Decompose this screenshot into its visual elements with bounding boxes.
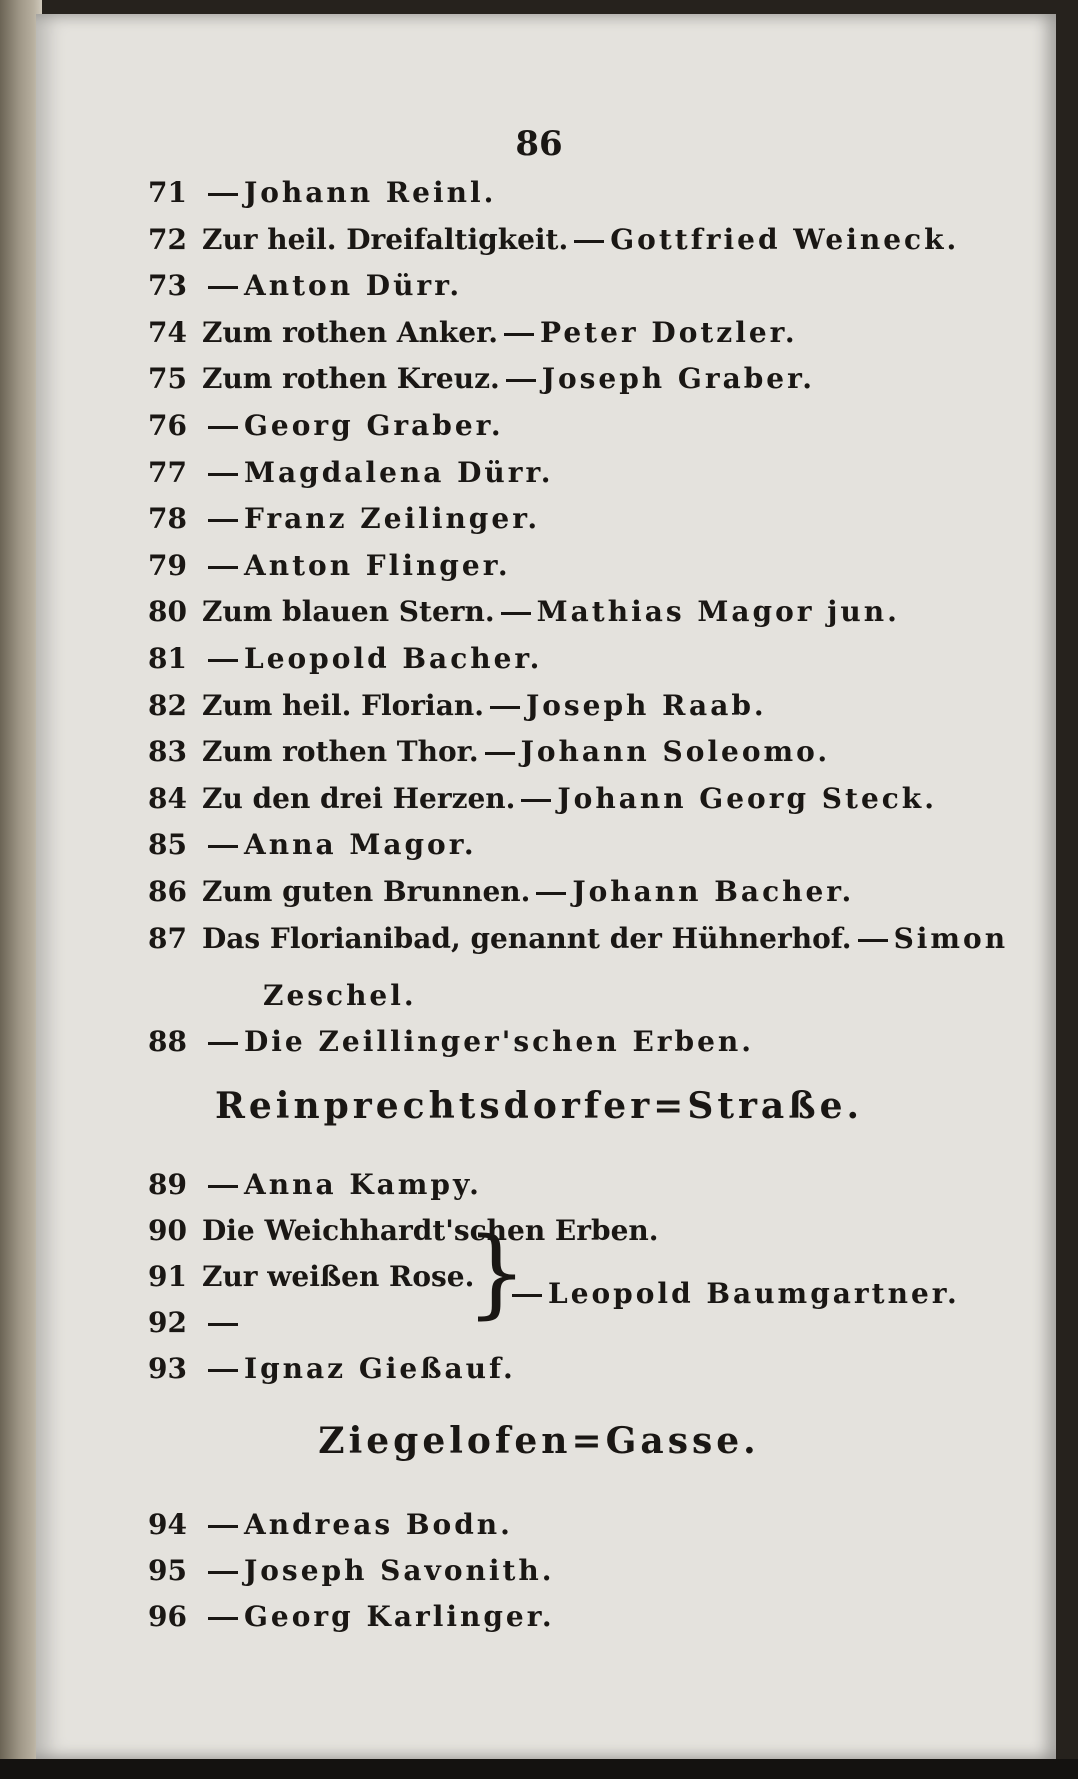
entry-text: [202, 1551, 555, 1591]
house-number: 90: [148, 1214, 187, 1247]
owner-name: Joseph Savonith.: [244, 1554, 555, 1587]
house-number: 82: [148, 688, 187, 722]
owner-name: Mathias Magor jun.: [536, 595, 900, 629]
dash-separator: [208, 1323, 238, 1326]
dash-separator: [208, 1617, 238, 1620]
house-number: 92: [148, 1306, 187, 1339]
owner-name: Georg Karlinger.: [244, 1600, 555, 1633]
entry-text: [202, 266, 462, 306]
entry-text: [202, 406, 504, 446]
dash-separator: [521, 799, 551, 802]
dash-separator: [574, 240, 604, 243]
entry-text: [202, 872, 854, 912]
dash-separator: [208, 519, 238, 522]
house-sign: Zum guten Brunnen.: [202, 875, 531, 908]
dash-separator: [208, 659, 238, 662]
dash-separator: [536, 892, 566, 895]
house-number: 95: [148, 1554, 187, 1587]
dash-separator: [501, 612, 531, 615]
owner-name: Anton Flinger.: [244, 548, 511, 582]
owner-name: Die Zeillinger'schen Erben.: [244, 1025, 755, 1058]
dash-separator: [208, 1042, 238, 1045]
entry-text: [202, 1303, 244, 1343]
owner-name: Johann Reinl.: [244, 176, 497, 209]
entry-text: [202, 779, 937, 819]
entry-text: [202, 453, 553, 493]
entry-text: [202, 1597, 555, 1637]
house-sign: Zu den drei Herzen.: [202, 781, 516, 815]
brace-owner-name: [506, 1274, 960, 1314]
entry-text: [202, 732, 830, 772]
owner-name: Anna Magor.: [244, 828, 477, 862]
dash-separator: [506, 379, 536, 382]
house-number: 80: [148, 595, 187, 629]
owner-name: Magdalena Dürr.: [244, 455, 554, 489]
dash-separator: [208, 566, 238, 569]
house-number: 83: [148, 735, 187, 769]
house-number: 78: [148, 502, 187, 536]
entry-text: [202, 919, 1008, 959]
house-sign: Zur heil. Dreifaltigkeit.: [202, 222, 569, 256]
dash-separator: [208, 1571, 238, 1574]
owner-name: Johann Bacher.: [572, 875, 855, 908]
owner-name: Leopold Bacher.: [244, 642, 543, 675]
house-sign: Zum rothen Anker.: [202, 315, 499, 349]
owner-name: Johann Georg Steck.: [557, 781, 937, 815]
house-number: 75: [148, 362, 187, 396]
house-number: 71: [148, 176, 187, 209]
section-heading-ziegelofen-gasse: Ziegelofen=Gasse.: [318, 1420, 760, 1462]
book-page: [36, 14, 1056, 1759]
entry-text: [202, 1165, 482, 1205]
owner-name: Anton Dürr.: [244, 269, 463, 303]
dash-separator: [512, 1294, 542, 1297]
house-sign: Zum rothen Kreuz.: [202, 362, 500, 396]
house-sign: Das Florianibad, genannt der Hühnerhof.: [202, 921, 852, 955]
house-sign: Zum rothen Thor.: [202, 735, 479, 769]
house-number: 73: [148, 269, 187, 303]
owner-name: Ignaz Gießauf.: [244, 1352, 516, 1385]
owner-name: Joseph Raab.: [525, 688, 767, 722]
owner-name: Gottfried Weineck.: [610, 222, 960, 256]
house-number: 77: [148, 455, 187, 489]
house-number: 79: [148, 548, 187, 582]
house-number: 72: [148, 222, 187, 256]
entry-87-continuation: Zeschel.: [263, 979, 417, 1012]
owner-name: Andreas Bodn.: [244, 1508, 513, 1541]
entry-text: [202, 825, 477, 865]
dash-separator: [208, 1185, 238, 1188]
entry-text: [202, 313, 798, 353]
house-number: 81: [148, 642, 187, 675]
house-number: 94: [148, 1508, 187, 1541]
entry-text: [202, 1505, 513, 1545]
entry-text: [202, 1257, 474, 1297]
house-number: 91: [148, 1260, 187, 1293]
dash-separator: [208, 1525, 238, 1528]
dash-separator: [208, 426, 238, 429]
entry-text: [202, 546, 511, 586]
entry-text: [202, 173, 496, 213]
entry-text: [202, 220, 959, 260]
owner-name: Franz Zeilinger.: [244, 502, 541, 536]
house-sign: Die Weichhardt'schen Erben.: [202, 1214, 659, 1247]
entry-text: [202, 499, 540, 539]
house-number: 85: [148, 828, 187, 862]
owner-name: Simon: [893, 921, 1009, 955]
dash-separator: [858, 939, 888, 942]
house-number: 76: [148, 409, 187, 442]
entry-text: [202, 359, 815, 399]
owner-name: Peter Dotzler.: [540, 315, 798, 349]
house-number: 74: [148, 315, 187, 349]
owner-name: Georg Graber.: [244, 409, 504, 442]
entry-text: [202, 639, 542, 679]
dash-separator: [208, 286, 238, 289]
dash-separator: [208, 845, 238, 848]
owner-name: Joseph Graber.: [541, 362, 816, 396]
owner-name: Anna Kampy.: [244, 1168, 482, 1201]
book-bottom-shadow: [0, 1759, 1078, 1779]
house-sign: Zum heil. Florian.: [202, 688, 484, 722]
section-heading-reinprechtsdorfer-strasse: Reinprechtsdorfer=Straße.: [214, 1085, 864, 1127]
dash-separator: [208, 473, 238, 476]
house-number: 88: [148, 1025, 187, 1058]
dash-separator: [490, 706, 520, 709]
house-sign: Zum blauen Stern.: [202, 595, 495, 629]
house-sign: Zur weißen Rose.: [202, 1260, 475, 1293]
owner-name: Leopold Baumgartner.: [548, 1277, 960, 1310]
house-number: 86: [148, 875, 187, 908]
dash-separator: [208, 193, 238, 196]
entry-text: [202, 1022, 754, 1062]
entry-text: [202, 1211, 659, 1251]
owner-name: Johann Soleomo.: [520, 735, 831, 769]
entry-text: [202, 592, 900, 632]
dash-separator: [485, 752, 515, 755]
house-number: 89: [148, 1168, 187, 1201]
dash-separator: [504, 333, 534, 336]
house-number: 84: [148, 781, 187, 815]
entry-text: [202, 1349, 516, 1389]
dash-separator: [208, 1369, 238, 1372]
house-number: 87: [148, 921, 187, 955]
page-number: 86: [515, 124, 563, 164]
house-number: 93: [148, 1352, 187, 1385]
entry-text: [202, 686, 767, 726]
curly-brace: }: [466, 1217, 528, 1329]
house-number: 96: [148, 1600, 187, 1633]
